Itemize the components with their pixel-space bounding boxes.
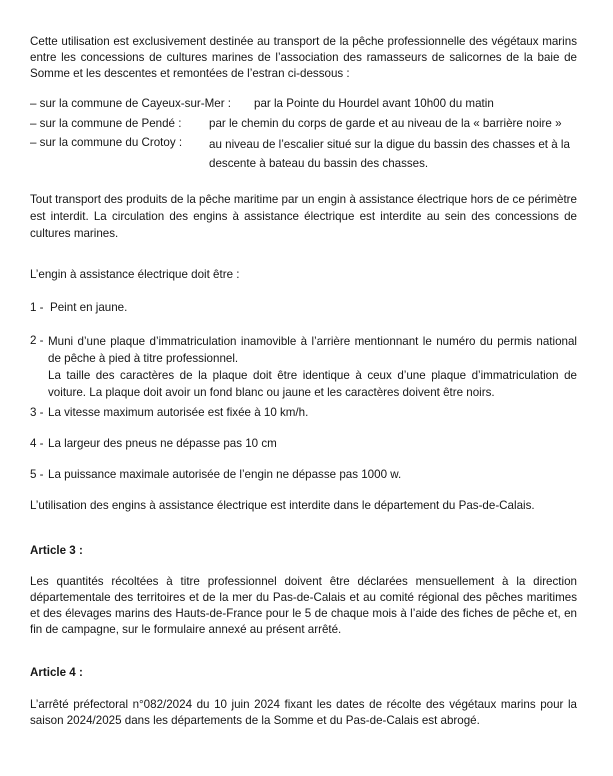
requirement-text-detail: La taille des caractères de la plaque doit être identique à ceux d’une plaque d’immatriculation de voiture. La plaque doit avoir un fond blanc ou jaune et les caractères doivent être noirs. [48, 369, 577, 399]
commune-access: par la Pointe du Hourdel avant 10h00 du matin [254, 97, 494, 110]
article-3-heading: Article 3 : [30, 544, 83, 557]
intro-paragraph: Cette utilisation est exclusivement destinée au transport de la pêche professionnelle des végétaux marins entre les concessions de cultures marines de l’association des ramasseurs de salicornes de la baie de Somme et les descentes et remontées de l’estran ci-dessous : [30, 35, 577, 80]
requirement-number: 4 - [30, 437, 44, 450]
pas-de-calais-paragraph: L’utilisation des engins à assistance électrique est interdite dans le département du Pas-de-Calais. [30, 499, 535, 512]
requirement-text: Peint en jaune. [50, 301, 128, 314]
commune-access: par le chemin du corps de garde et au niveau de la « barrière noire » [209, 117, 562, 130]
commune-label: – sur la commune de Pendé : [30, 117, 182, 130]
requirement-text: Muni d’une plaque d’immatriculation inamovible à l’arrière mentionnant le numéro du permis national de pêche à pied à titre professionnel. [48, 335, 577, 365]
commune-label: – sur la commune du Crotoy : [30, 136, 183, 149]
requirement-text: La puissance maximale autorisée de l’engin ne dépasse pas 1000 w. [48, 468, 402, 481]
requirement-text: La largeur des pneus ne dépasse pas 10 cm [48, 437, 277, 450]
article-4-heading: Article 4 : [30, 666, 83, 679]
article-3-paragraph: Les quantités récoltées à titre professionnel doivent être déclarées mensuellement à la direction départementale des territoires et de la mer du Pas-de-Calais et au comité régional des pêches maritimes et des élevages marins des Hauts-de-France pour le 5 de chaque mois à l’aide des fiches de pêche et, en fin de campagne, sur le formulaire annexé au présent arrêté. [30, 575, 577, 636]
requirement-number: 2 - [30, 334, 44, 347]
transport-restriction-paragraph: Tout transport des produits de la pêche maritime par un engin à assistance électrique hors de ce périmètre est interdit. La circulation des engins à assistance électrique est interdite au sein des concessions de cultures marines. [30, 193, 577, 240]
requirement-number: 5 - [30, 468, 44, 481]
requirement-number: 3 - [30, 406, 44, 419]
requirement-text: La vitesse maximum autorisée est fixée à 10 km/h. [48, 406, 309, 419]
commune-access: au niveau de l’escalier situé sur la digue du bassin des chasses et à la descente à bateau du bassin des chasses. [209, 138, 570, 170]
engin-intro: L’engin à assistance électrique doit être : [30, 268, 240, 281]
requirement-number: 1 - [30, 301, 44, 314]
commune-label: – sur la commune de Cayeux-sur-Mer : [30, 97, 232, 110]
article-4-paragraph: L’arrêté préfectoral n°082/2024 du 10 juin 2024 fixant les dates de récolte des végétaux marins pour la saison 2024/2025 dans les départements de la Somme et du Pas-de-Calais est abrogé. [30, 698, 577, 727]
